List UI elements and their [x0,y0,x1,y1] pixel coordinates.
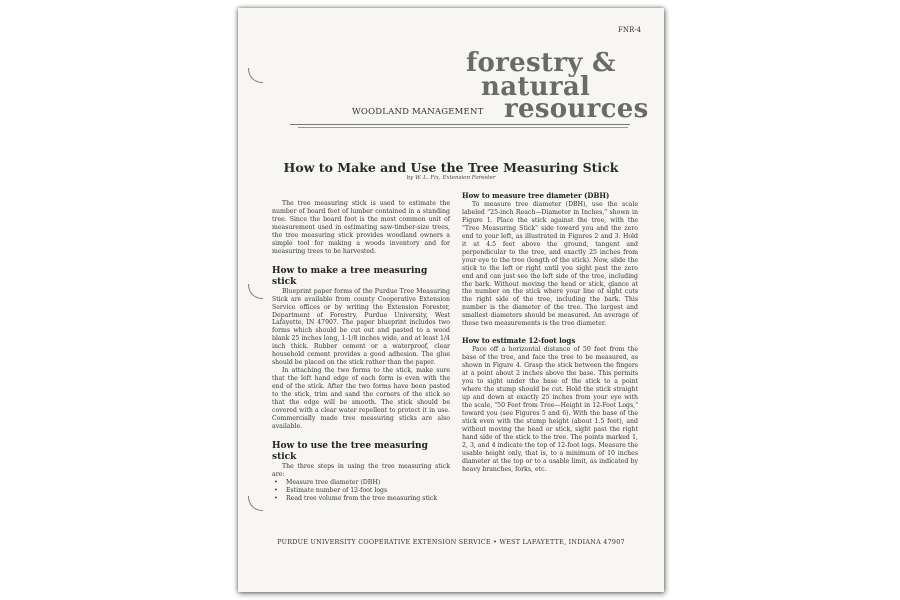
bullet-icon: • [274,486,278,494]
intro-paragraph: The tree measuring stick is used to estimate the number of board feet of lumber contained in a standing tree. Since the board foot is the most common unit of measurement used in estimating saw-timber-size trees, the tree measuring stick provides woodland owners a simple tool for making a woods inventory and for measuring trees to be harvested. [272,200,450,255]
bullet-icon: • [274,478,278,486]
article-title: How to Make and Use the Tree Measuring Stick [283,160,619,175]
bullet-icon: • [274,494,278,502]
left-column [272,200,450,503]
hole-punch-mark [248,284,263,299]
brand-title-line-1: forestry & [466,48,616,78]
page-footer: PURDUE UNIVERSITY COOPERATIVE EXTENSION SERVICE • WEST LAFAYETTE, INDIANA 47907 [277,538,625,546]
section-heading-use: How to use the tree measuring stick [272,440,428,462]
logs-paragraph: Pace off a horizontal distance of 50 feet from the base of the tree, and face the tree to be measured, as shown in Figure 4. Grasp the stick between the fingers at a point about 2 inches above the base. This permits you to sight under the base of the stick to a point where the stump should be cut. Hold the stick straight up and down at exactly 25 inches from your eye with the scale, "50 Feet from Tree—Height in 12-Foot Logs," toward you (see Figures 5 and 6). With the base of the stick even with the stump height (about 1.5 feet), and without moving the head or stick, sight past the right hand side of the stick to the tree. The points marked 1, 2, 3, and 4 indicate the top of 12-foot logs. Measure the usable height only, that is, to a minimum of 10 inches diameter at the top or to a usable limit, as indicated by heavy branches, forks, etc. [462,346,638,473]
header-divider [298,127,628,128]
section-heading-logs: How to estimate 12-foot logs [462,336,576,346]
section-heading-dbh: How to measure tree diameter (DBH) [462,191,610,200]
hole-punch-mark [248,68,263,83]
hole-punch-mark [248,496,263,511]
dbh-paragraph: To measure tree diameter (DBH), use the scale labeled "25-inch Reach—Diameter in Inches," shown in Figure 1. Place the stick against the tree, with the "Tree Measuring Stick" side toward you and the zero end to your left, as illustrated in Figures 2 and 3. Hold it at 4.5 feet above the ground, tangent and perpendicular to the tree, and exactly 25 inches from your eye to the tree (length of the stick). Now, slide the stick to the left or right until you sight past the zero end and can just see the left side of the tree, including the bark. Without moving the head or stick, glance at the number on the stick where your line of sight cuts the right side of the tree, including the bark. This number is the diameter of the tree. The largest and smallest diameters should be measured. An average of these two measurements is the tree diameter. [462,201,638,328]
article-byline: by W. L. Fix, Extension Forester [406,175,496,181]
series-label: WOODLAND MANAGEMENT [352,107,484,117]
make-paragraph-1: Blueprint paper forms of the Purdue Tree Measuring Stick are available from county Cooperative Extension Service offices or by writing the Extension Forester, Department of Forestry, Purdue University, West Lafayette, IN 47907. The paper blueprint includes two forms which should be cut out and pasted to a wood blank 25 inches long, 1-1/8 inches wide, and at least 1/4 inch thick. Rubber cement or a waterproof, clear household cement provides a good adhesion. The glue should be placed on the stick rather than the paper. [272,287,450,367]
right-column [462,191,638,474]
document-page [238,8,664,592]
section-heading-make: How to make a tree measuring stick [272,265,428,287]
list-item: • Measure tree diameter (DBH) [274,478,381,486]
brand-title-line-3: resources [504,94,649,124]
list-item: • Estimate number of 12-foot logs [274,486,388,494]
make-paragraph-2: In attaching the two forms to the stick, make sure that the left hand edge of each form is even with the end of the stick. After the two forms have been pasted to the stick, trim and sand the corners of the stick so that the edge will be smooth. The stick should be covered with a clear water repellent to protect it in use. Commercially made tree measuring sticks are also available. [272,367,450,430]
publication-code: FNR-4 [618,26,642,34]
list-item: • Read tree volume from the tree measuring stick [274,494,438,502]
use-intro-paragraph: The three steps in using the tree measuring stick are: [272,462,450,478]
header-divider [290,124,630,125]
brand-title-line-2: natural [481,72,591,102]
use-steps-list [272,479,450,503]
